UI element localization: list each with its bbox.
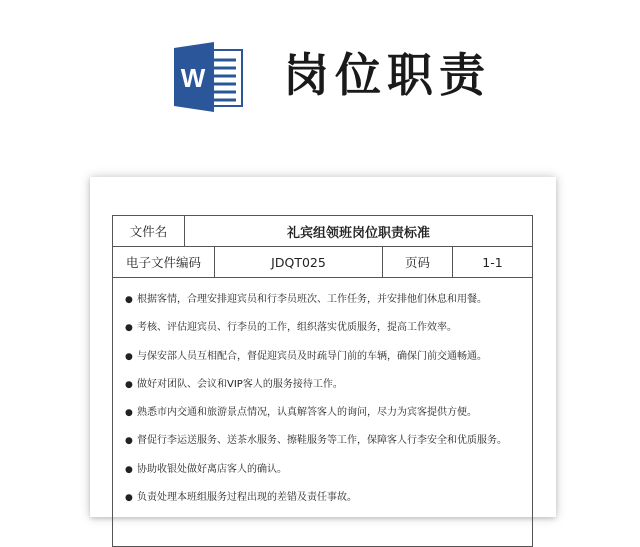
responsibilities-row (113, 278, 533, 547)
list-item (125, 427, 532, 455)
list-item (125, 286, 532, 314)
bullet-icon: ● (125, 295, 133, 305)
list-item (125, 343, 532, 371)
code-row (113, 247, 533, 278)
responsibilities-list (125, 286, 532, 512)
page-title: 岗位职责 (283, 48, 491, 102)
title-row (113, 216, 533, 247)
document-title: 礼宾组领班岗位职责标准 (185, 216, 533, 247)
bullet-icon: ● (125, 351, 133, 362)
word-icon (174, 42, 246, 112)
bullet-icon: ● (125, 436, 133, 447)
list-item (125, 371, 532, 399)
doc-code-value: JDQT025 (215, 247, 383, 278)
responsibility-text: 考核、评估迎宾员、行李员的工作，组织落实优质服务，提高工作效率。 (137, 322, 457, 334)
bullet-icon: ● (125, 379, 133, 390)
bullet-icon: ● (125, 323, 133, 334)
bullet-icon: ● (125, 408, 133, 419)
responsibility-text: 根据客情，合理安排迎宾员和行李员班次、工作任务，并安排他们休息和用餐。 (137, 294, 487, 305)
responsibility-text: 协助收银处做好离店客人的确认。 (137, 463, 287, 475)
list-item (125, 456, 532, 484)
responsibility-text: 做好对团队、会议和VIP客人的服务接待工作。 (137, 378, 343, 390)
page-label: 页码 (383, 247, 453, 278)
page-value: 1-1 (453, 247, 533, 278)
list-item (125, 314, 532, 342)
header (0, 0, 640, 150)
document-page (90, 177, 556, 517)
responsibility-text: 督促行李运送服务、送茶水服务、擦鞋服务等工作，保障客人行李安全和优质服务。 (137, 435, 507, 447)
doc-code-label: 电子文件编码 (113, 247, 215, 278)
list-item (125, 399, 532, 427)
responsibility-text: 与保安部人员互相配合，督促迎宾员及时疏导门前的车辆，确保门前交通畅通。 (137, 350, 487, 362)
word-logo-letter: W (180, 63, 206, 93)
bullet-icon: ● (125, 493, 133, 504)
job-description-form (112, 215, 533, 547)
responsibility-text: 负责处理本班组服务过程出现的差错及责任事故。 (137, 492, 357, 504)
file-name-label: 文件名 (113, 216, 185, 247)
list-item (125, 484, 532, 512)
responsibilities-cell (113, 278, 533, 547)
responsibility-text: 熟悉市内交通和旅游景点情况，认真解答客人的询问，尽力为宾客提供方便。 (137, 407, 477, 419)
bullet-icon: ● (125, 464, 133, 475)
